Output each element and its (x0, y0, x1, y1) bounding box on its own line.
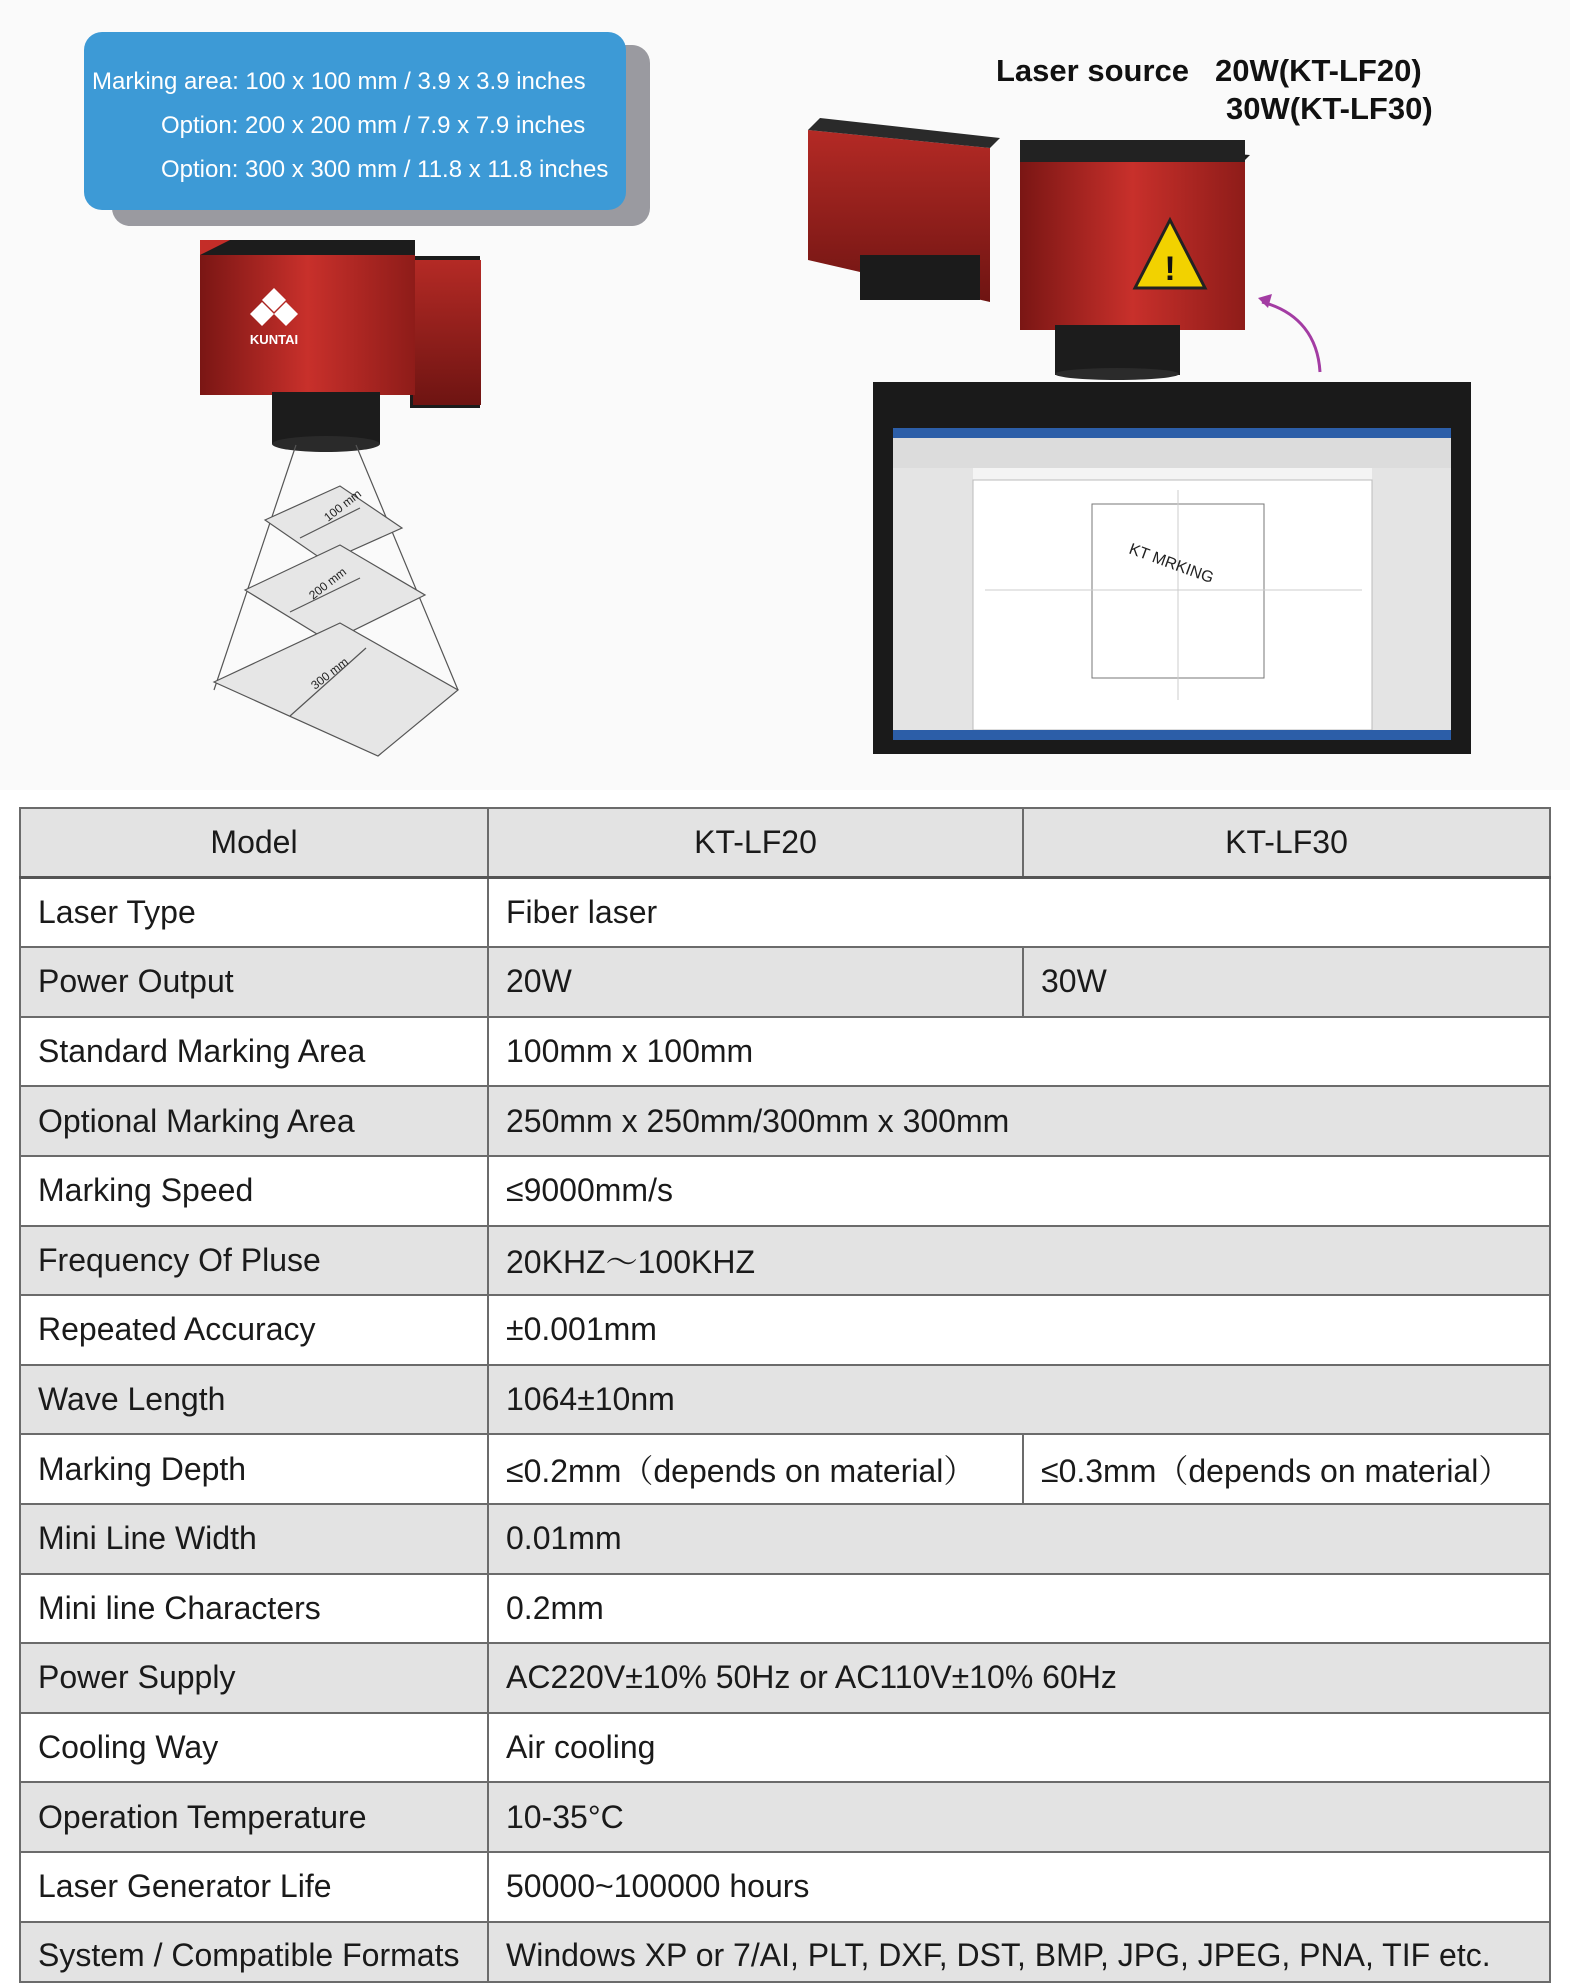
row-value: 0.2mm (488, 1574, 1550, 1644)
row-label: Marking Speed (20, 1156, 488, 1226)
table-row (20, 1086, 1550, 1156)
marked-sample-text: KT MRKING (1126, 540, 1216, 588)
row-label: Standard Marking Area (20, 1017, 488, 1087)
table-row (20, 1643, 1550, 1713)
laser-source-value-2: 30W(KT-LF30) (1226, 91, 1433, 126)
row-label: Operation Temperature (20, 1782, 488, 1852)
table-row (20, 1574, 1550, 1644)
table-row (20, 1713, 1550, 1783)
header-kt-lf20: KT-LF20 (488, 808, 1023, 878)
laser-source-image (808, 118, 1320, 380)
spec-table (19, 807, 1551, 1983)
header-model: Model (20, 808, 488, 878)
table-row (20, 947, 1550, 1017)
row-value: 1064±10nm (488, 1365, 1550, 1435)
row-value: 250mm x 250mm/300mm x 300mm (488, 1086, 1550, 1156)
row-value: 10-35°C (488, 1782, 1550, 1852)
row-value: Fiber laser (488, 878, 1550, 948)
row-label: Frequency Of Pluse (20, 1226, 488, 1296)
row-value: 100mm x 100mm (488, 1017, 1550, 1087)
product-illustration-area (0, 0, 1570, 790)
row-value: 20W (488, 947, 1023, 1017)
table-row (20, 1504, 1550, 1574)
table-row (20, 1226, 1550, 1296)
dim-label-300: 300 mm (308, 654, 352, 693)
row-label: Laser Type (20, 878, 488, 948)
svg-text:!: ! (1164, 250, 1176, 288)
row-label: Cooling Way (20, 1713, 488, 1783)
row-label: Optional Marking Area (20, 1086, 488, 1156)
row-label: Marking Depth (20, 1434, 488, 1504)
pointer-arrow-icon (1262, 302, 1320, 372)
row-value: AC220V±10% 50Hz or AC110V±10% 60Hz (488, 1643, 1550, 1713)
table-row (20, 1434, 1550, 1504)
software-screen-image (873, 382, 1471, 754)
row-label: Laser Generator Life (20, 1852, 488, 1922)
table-row (20, 1156, 1550, 1226)
product-photos (0, 0, 1570, 790)
row-value: Windows XP or 7/AI, PLT, DXF, DST, BMP, JPG, JPEG, PNA, TIF etc. (488, 1922, 1550, 1982)
row-value: ≤0.2mm（depends on material） (488, 1434, 1023, 1504)
brand-logo-text: KUNTAI (249, 332, 299, 347)
row-value: 20KHZ～100KHZ (488, 1226, 1550, 1296)
header-kt-lf30: KT-LF30 (1023, 808, 1550, 878)
callout-line-3: Option: 300 x 300 mm / 11.8 x 11.8 inches (161, 156, 609, 183)
spec-table-body (20, 878, 1550, 1982)
row-value: Air cooling (488, 1713, 1550, 1783)
marking-field-diagram (214, 445, 458, 756)
dim-label-100: 100 mm (321, 486, 365, 525)
table-header-row (20, 808, 1550, 878)
table-row (20, 1852, 1550, 1922)
table-row (20, 1922, 1550, 1982)
row-value: 30W (1023, 947, 1550, 1017)
row-value: ≤0.3mm（depends on material） (1023, 1434, 1550, 1504)
row-label: Mini Line Width (20, 1504, 488, 1574)
table-row (20, 1295, 1550, 1365)
table-row (20, 1365, 1550, 1435)
table-row (20, 1017, 1550, 1087)
table-row (20, 1782, 1550, 1852)
row-value: ±0.001mm (488, 1295, 1550, 1365)
row-label: Power Supply (20, 1643, 488, 1713)
callout-line-2: Option: 200 x 200 mm / 7.9 x 7.9 inches (161, 112, 586, 139)
row-value: ≤9000mm/s (488, 1156, 1550, 1226)
row-label: Repeated Accuracy (20, 1295, 488, 1365)
laser-source-value-1: 20W(KT-LF20) (1215, 53, 1422, 88)
marking-head-image (200, 240, 481, 452)
row-value: 0.01mm (488, 1504, 1550, 1574)
row-label: Wave Length (20, 1365, 488, 1435)
row-label: Power Output (20, 947, 488, 1017)
row-label: Mini line Characters (20, 1574, 488, 1644)
laser-source-title: Laser source (996, 53, 1189, 88)
table-row (20, 878, 1550, 948)
row-value: 50000~100000 hours (488, 1852, 1550, 1922)
callout-line-1: Marking area: 100 x 100 mm / 3.9 x 3.9 inches (92, 68, 586, 95)
dim-label-200: 200 mm (306, 564, 350, 603)
row-label: System / Compatible Formats (20, 1922, 488, 1982)
